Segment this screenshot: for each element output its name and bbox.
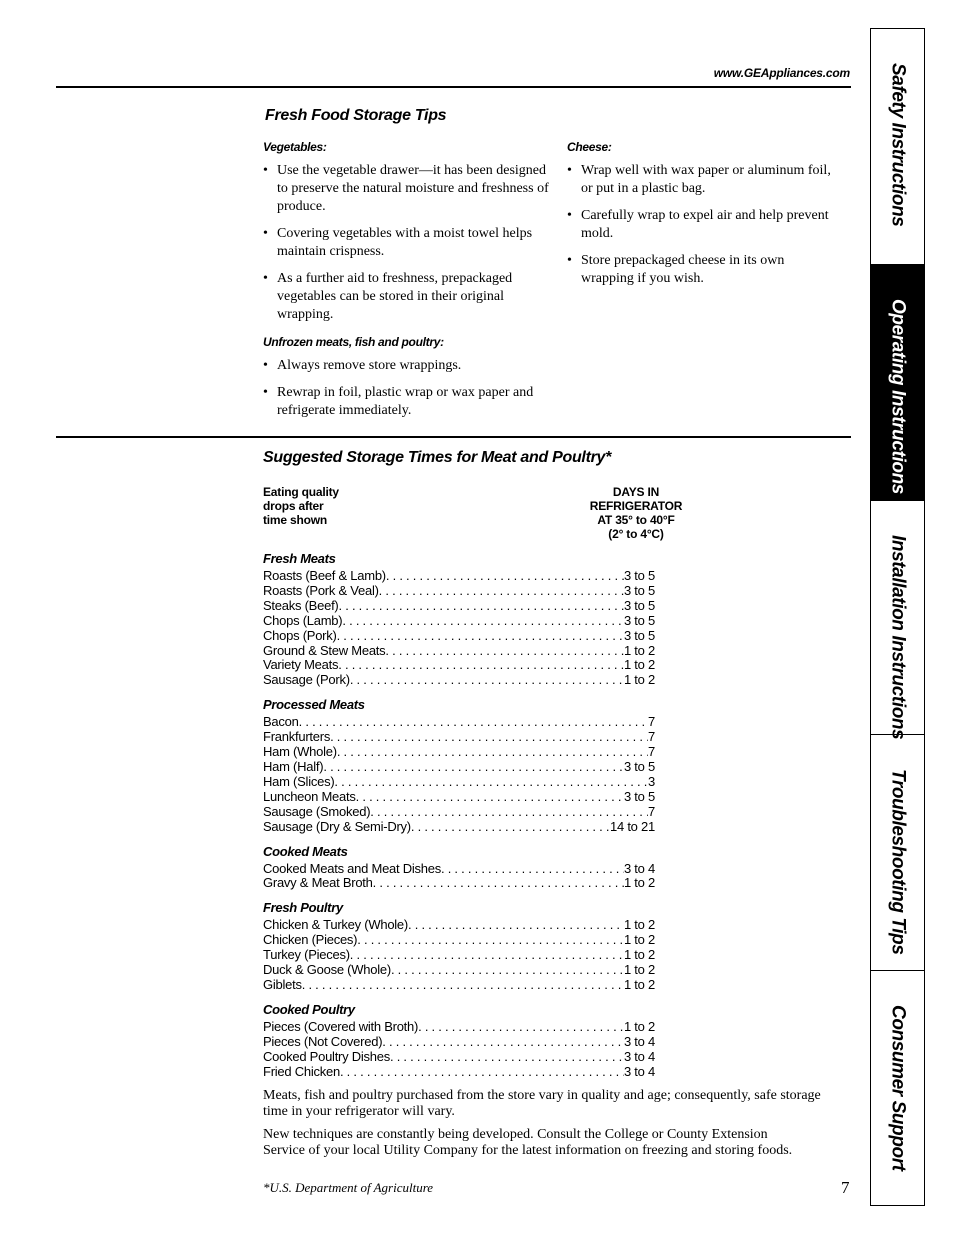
item-name: Ham (Whole)	[263, 744, 337, 760]
tab-troubleshooting-tips[interactable]	[871, 735, 924, 971]
item-name: Pieces (Covered with Broth)	[263, 1018, 419, 1034]
table-row	[263, 730, 655, 745]
table-row	[263, 876, 655, 891]
table-row	[263, 1020, 655, 1035]
item-name: Chicken & Turkey (Whole)	[263, 917, 408, 933]
storage-days: 7	[648, 714, 655, 730]
dot-leader	[385, 644, 624, 659]
list-item: • As a further aid to freshness, prepackaged vegetables can be stored in their original wrapping.	[263, 270, 553, 324]
storage-days: 3 to 5	[623, 612, 655, 628]
page-number: 7	[841, 1178, 850, 1197]
list-item: • Store prepackaged cheese in its own wrapping if you wish.	[567, 252, 839, 288]
storage-days: 1 to 2	[623, 875, 655, 891]
storage-days: 3	[648, 773, 655, 789]
storage-days: 1 to 2	[623, 917, 655, 933]
storage-group	[263, 697, 663, 834]
dot-leader	[379, 584, 624, 599]
dot-leader	[350, 673, 624, 688]
dot-leader	[418, 1020, 624, 1035]
item-name: Duck & Goose (Whole)	[263, 962, 391, 978]
table-row	[263, 644, 655, 659]
header-line: Eating quality	[263, 485, 339, 499]
table-row	[263, 584, 655, 599]
tab-label: Operating Instructions	[887, 299, 909, 494]
dot-leader	[337, 629, 624, 644]
list-item: • Use the vegetable drawer—it has been designed to preserve the natural moisture and freshness of produce.	[263, 162, 553, 216]
storage-days: 7	[648, 803, 655, 819]
item-name: Sausage (Pork)	[263, 672, 350, 688]
header-line: DAYS IN	[612, 485, 660, 499]
note-extension-service: New techniques are constantly being developed. Consult the College or County Extension Service of your local Utility Company for the latest information on freezing and storing foods.	[263, 1127, 793, 1158]
cheese-list	[567, 162, 839, 288]
table-row	[263, 918, 655, 933]
item-name: Roasts (Pork & Veal)	[263, 582, 379, 598]
dot-leader	[340, 1065, 624, 1080]
storage-days: 1 to 2	[623, 976, 655, 992]
dot-leader	[390, 1050, 624, 1065]
storage-group	[263, 900, 663, 993]
dot-leader	[350, 948, 624, 963]
table-row	[263, 715, 655, 730]
storage-days: 3 to 5	[623, 597, 655, 613]
dot-leader	[323, 760, 624, 775]
group-title: Fresh Meats	[263, 551, 336, 566]
dot-leader	[356, 790, 624, 805]
storage-group	[263, 551, 663, 688]
list-item: • Always remove store wrappings.	[263, 357, 553, 375]
table-row	[263, 775, 655, 790]
item-name: Chicken (Pieces)	[263, 932, 358, 948]
list-item: • Wrap well with wax paper or aluminum foil, or put in a plastic bag.	[567, 162, 839, 198]
table-row	[263, 614, 655, 629]
dot-leader	[330, 730, 648, 745]
item-name: Giblets	[263, 976, 302, 992]
item-name: Roasts (Beef & Lamb)	[263, 568, 386, 583]
dot-leader	[370, 805, 648, 820]
storage-table	[263, 551, 663, 1088]
top-divider	[56, 86, 851, 88]
item-name: Chops (Lamb)	[263, 612, 343, 628]
storage-days: 3 to 4	[623, 1063, 655, 1079]
tab-label: Installation Instructions	[887, 535, 909, 740]
item-name: Gravy & Meat Broth	[263, 875, 373, 891]
storage-days: 1 to 2	[623, 932, 655, 948]
storage-days: 3 to 4	[623, 1033, 655, 1049]
website-url: www.GEAppliances.com	[713, 66, 850, 80]
storage-days: 1 to 2	[623, 1018, 655, 1034]
tab-label: Troubleshooting Tips	[887, 769, 909, 955]
table-row	[263, 820, 655, 835]
storage-days: 3 to 4	[623, 860, 655, 876]
dot-leader	[373, 876, 624, 891]
eating-quality-header	[263, 485, 339, 527]
section-divider	[56, 436, 851, 438]
side-tabs	[870, 28, 925, 1206]
table-row	[263, 963, 655, 978]
table-row	[263, 948, 655, 963]
dot-leader	[391, 963, 624, 978]
dot-leader	[339, 599, 624, 614]
list-item: • Rewrap in foil, plastic wrap or wax paper and refrigerate immediately.	[263, 384, 553, 420]
storage-days: 3 to 5	[623, 758, 655, 774]
dot-leader	[408, 918, 624, 933]
table-row	[263, 862, 655, 877]
dot-leader	[299, 715, 648, 730]
group-title: Cooked Poultry	[263, 1001, 355, 1017]
dot-leader	[334, 775, 648, 790]
dot-leader	[342, 614, 624, 629]
item-name: Turkey (Pieces)	[263, 947, 350, 963]
header-line: (2° to 4°C)	[608, 527, 664, 541]
note-variation: Meats, fish and poultry purchased from the store vary in quality and age; consequently, safe storage time in your refrigerator will vary.	[263, 1088, 821, 1119]
dot-leader	[338, 658, 624, 673]
storage-days: 1 to 2	[623, 947, 655, 963]
item-name: Luncheon Meats	[263, 788, 356, 804]
item-name: Sausage (Smoked)	[263, 803, 371, 819]
item-name: Bacon	[263, 714, 299, 730]
group-title: Cooked Meats	[263, 843, 348, 859]
storage-days: 1 to 2	[623, 962, 655, 978]
item-name: Cooked Poultry Dishes	[263, 1048, 390, 1064]
item-name: Ground & Stew Meats	[263, 642, 386, 658]
cheese-heading: Cheese:	[567, 140, 612, 154]
unfrozen-heading: Unfrozen meats, fish and poultry:	[263, 335, 444, 349]
item-name: Ham (Half)	[263, 758, 324, 774]
table-row	[263, 805, 655, 820]
right-tips-column	[567, 138, 839, 297]
tab-consumer-support[interactable]	[871, 971, 924, 1206]
item-name: Variety Meats	[263, 657, 339, 673]
table-row	[263, 933, 655, 948]
table-row	[263, 673, 655, 688]
days-header	[576, 485, 696, 541]
table-row	[263, 745, 655, 760]
group-title: Fresh Poultry	[263, 900, 343, 916]
list-item: • Covering vegetables with a moist towel helps maintain crispness.	[263, 225, 553, 261]
storage-days: 3 to 5	[623, 568, 655, 583]
header-line: time shown	[263, 513, 328, 527]
storage-days: 1 to 2	[623, 657, 655, 673]
item-name: Ham (Slices)	[263, 773, 335, 789]
item-name: Pieces (Not Covered)	[263, 1033, 383, 1049]
storage-times-title: Suggested Storage Times for Meat and Poultry*	[263, 449, 612, 466]
table-row	[263, 629, 655, 644]
item-name: Chops (Pork)	[263, 627, 337, 643]
storage-group	[263, 844, 663, 892]
vegetables-list	[263, 162, 553, 324]
tab-safety-instructions[interactable]	[871, 29, 924, 265]
header-line: drops after	[263, 499, 324, 513]
table-row	[263, 760, 655, 775]
footnote: *U.S. Department of Agriculture	[263, 1180, 434, 1195]
storage-days: 3 to 5	[623, 788, 655, 804]
list-item: • Carefully wrap to expel air and help prevent mold.	[567, 207, 839, 243]
storage-days: 14 to 21	[610, 818, 655, 834]
item-name: Fried Chicken	[263, 1063, 340, 1079]
tab-label: Safety Instructions	[887, 63, 909, 227]
fresh-food-title: Fresh Food Storage Tips	[265, 107, 447, 124]
item-name: Steaks (Beef)	[263, 597, 339, 613]
tab-installation-instructions[interactable]	[871, 501, 924, 740]
storage-days: 3 to 5	[623, 582, 655, 598]
table-row	[263, 658, 655, 673]
dot-leader	[357, 933, 624, 948]
tab-operating-instructions[interactable]	[871, 265, 924, 501]
dot-leader	[302, 978, 624, 993]
vegetables-heading: Vegetables:	[263, 140, 327, 154]
storage-days: 7	[648, 744, 655, 760]
table-row	[263, 978, 655, 993]
unfrozen-list	[263, 357, 553, 420]
storage-days: 1 to 2	[623, 642, 655, 658]
storage-days: 3 to 5	[623, 627, 655, 643]
table-row	[263, 790, 655, 805]
dot-leader	[386, 569, 624, 584]
dot-leader	[411, 820, 610, 835]
dot-leader	[441, 862, 624, 877]
table-row	[263, 599, 655, 614]
group-title: Processed Meats	[263, 697, 365, 713]
table-row	[263, 1050, 655, 1065]
table-row	[263, 1065, 655, 1080]
header-line: REFRIGERATOR	[589, 499, 683, 513]
dot-leader	[382, 1035, 624, 1050]
table-row	[263, 1035, 655, 1050]
storage-days: 1 to 2	[623, 672, 655, 688]
header-line: AT 35° to 40°F	[597, 513, 675, 527]
tab-label: Consumer Support	[887, 1005, 909, 1171]
item-name: Frankfurters	[263, 729, 331, 745]
left-tips-column	[263, 138, 553, 429]
table-row	[263, 569, 655, 584]
storage-group	[263, 1002, 663, 1080]
storage-days: 3 to 4	[623, 1048, 655, 1064]
item-name: Sausage (Dry & Semi-Dry)	[263, 818, 411, 834]
storage-days: 7	[648, 729, 655, 745]
dot-leader	[337, 745, 648, 760]
item-name: Cooked Meats and Meat Dishes	[263, 860, 441, 876]
